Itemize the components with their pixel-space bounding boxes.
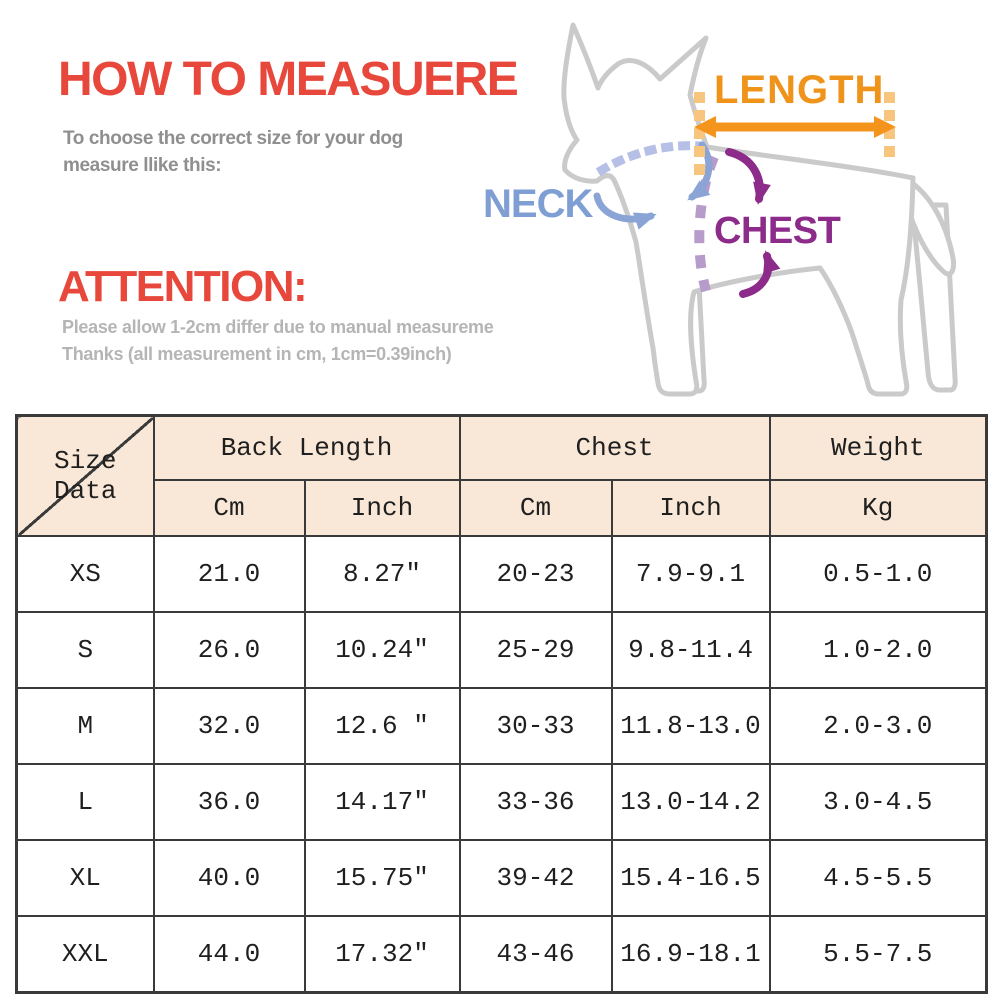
subheader-back-cm: Cm <box>154 480 305 536</box>
subheader-chest-inch: Inch <box>612 480 770 536</box>
table-cell: 32.0 <box>154 688 305 764</box>
table-cell: 14.17″ <box>305 764 460 840</box>
table-cell: 3.0-4.5 <box>770 764 987 840</box>
page-title: HOW TO MEASUERE <box>58 53 518 106</box>
attention-line-1: Please allow 1-2cm differ due to manual measureme <box>62 317 494 337</box>
table-cell: 21.0 <box>154 536 305 612</box>
col-header-chest: Chest <box>460 416 770 481</box>
size-label: L <box>17 764 154 840</box>
subheader-back-inch: Inch <box>305 480 460 536</box>
table-cell: 5.5-7.5 <box>770 916 987 993</box>
table-row-xl <box>17 840 987 916</box>
neck-label: NECK <box>483 182 593 226</box>
table-cell: 36.0 <box>154 764 305 840</box>
size-label: XL <box>17 840 154 916</box>
corner-label: Size Data <box>54 446 117 506</box>
table-cell: 25-29 <box>460 612 612 688</box>
table-row-xs <box>17 536 987 612</box>
table-cell: 17.32″ <box>305 916 460 993</box>
table-row-l <box>17 764 987 840</box>
table-cell: 26.0 <box>154 612 305 688</box>
table-cell: 4.5-5.5 <box>770 840 987 916</box>
chest-label: CHEST <box>714 210 841 252</box>
table-cell: 43-46 <box>460 916 612 993</box>
table-cell: 16.9-18.1 <box>612 916 770 993</box>
table-row-s <box>17 612 987 688</box>
table-cell: 40.0 <box>154 840 305 916</box>
table-corner-cell <box>17 416 154 537</box>
table-cell: 9.8-11.4 <box>612 612 770 688</box>
size-table <box>15 414 988 994</box>
size-label: XS <box>17 536 154 612</box>
subheader-weight-kg: Kg <box>770 480 987 536</box>
table-cell: 30-33 <box>460 688 612 764</box>
table-cell: 8.27″ <box>305 536 460 612</box>
table-cell: 33-36 <box>460 764 612 840</box>
table-cell: 20-23 <box>460 536 612 612</box>
size-label: M <box>17 688 154 764</box>
subtitle-line-1: To choose the correct size for your dog <box>63 128 403 149</box>
length-arrow <box>694 116 896 138</box>
table-cell: 2.0-3.0 <box>770 688 987 764</box>
attention-heading: ATTENTION: <box>58 262 307 311</box>
table-cell: 11.8-13.0 <box>612 688 770 764</box>
table-cell: 13.0-14.2 <box>612 764 770 840</box>
size-label: XXL <box>17 916 154 993</box>
table-cell: 0.5-1.0 <box>770 536 987 612</box>
table-row-xxl <box>17 916 987 993</box>
col-header-weight: Weight <box>770 416 987 481</box>
length-label: LENGTH <box>714 68 885 112</box>
table-cell: 39-42 <box>460 840 612 916</box>
table-cell: 10.24″ <box>305 612 460 688</box>
col-header-back-length: Back Length <box>154 416 460 481</box>
subtitle-line-2: measure llike this: <box>63 154 222 176</box>
table-cell: 12.6 ″ <box>305 688 460 764</box>
table-cell: 7.9-9.1 <box>612 536 770 612</box>
table-cell: 15.75″ <box>305 840 460 916</box>
attention-line-2: Thanks (all measurement in cm, 1cm=0.39inch) <box>62 344 452 364</box>
table-row-m <box>17 688 987 764</box>
size-label: S <box>17 612 154 688</box>
table-cell: 44.0 <box>154 916 305 993</box>
table-cell: 1.0-2.0 <box>770 612 987 688</box>
subheader-chest-cm: Cm <box>460 480 612 536</box>
table-cell: 15.4-16.5 <box>612 840 770 916</box>
